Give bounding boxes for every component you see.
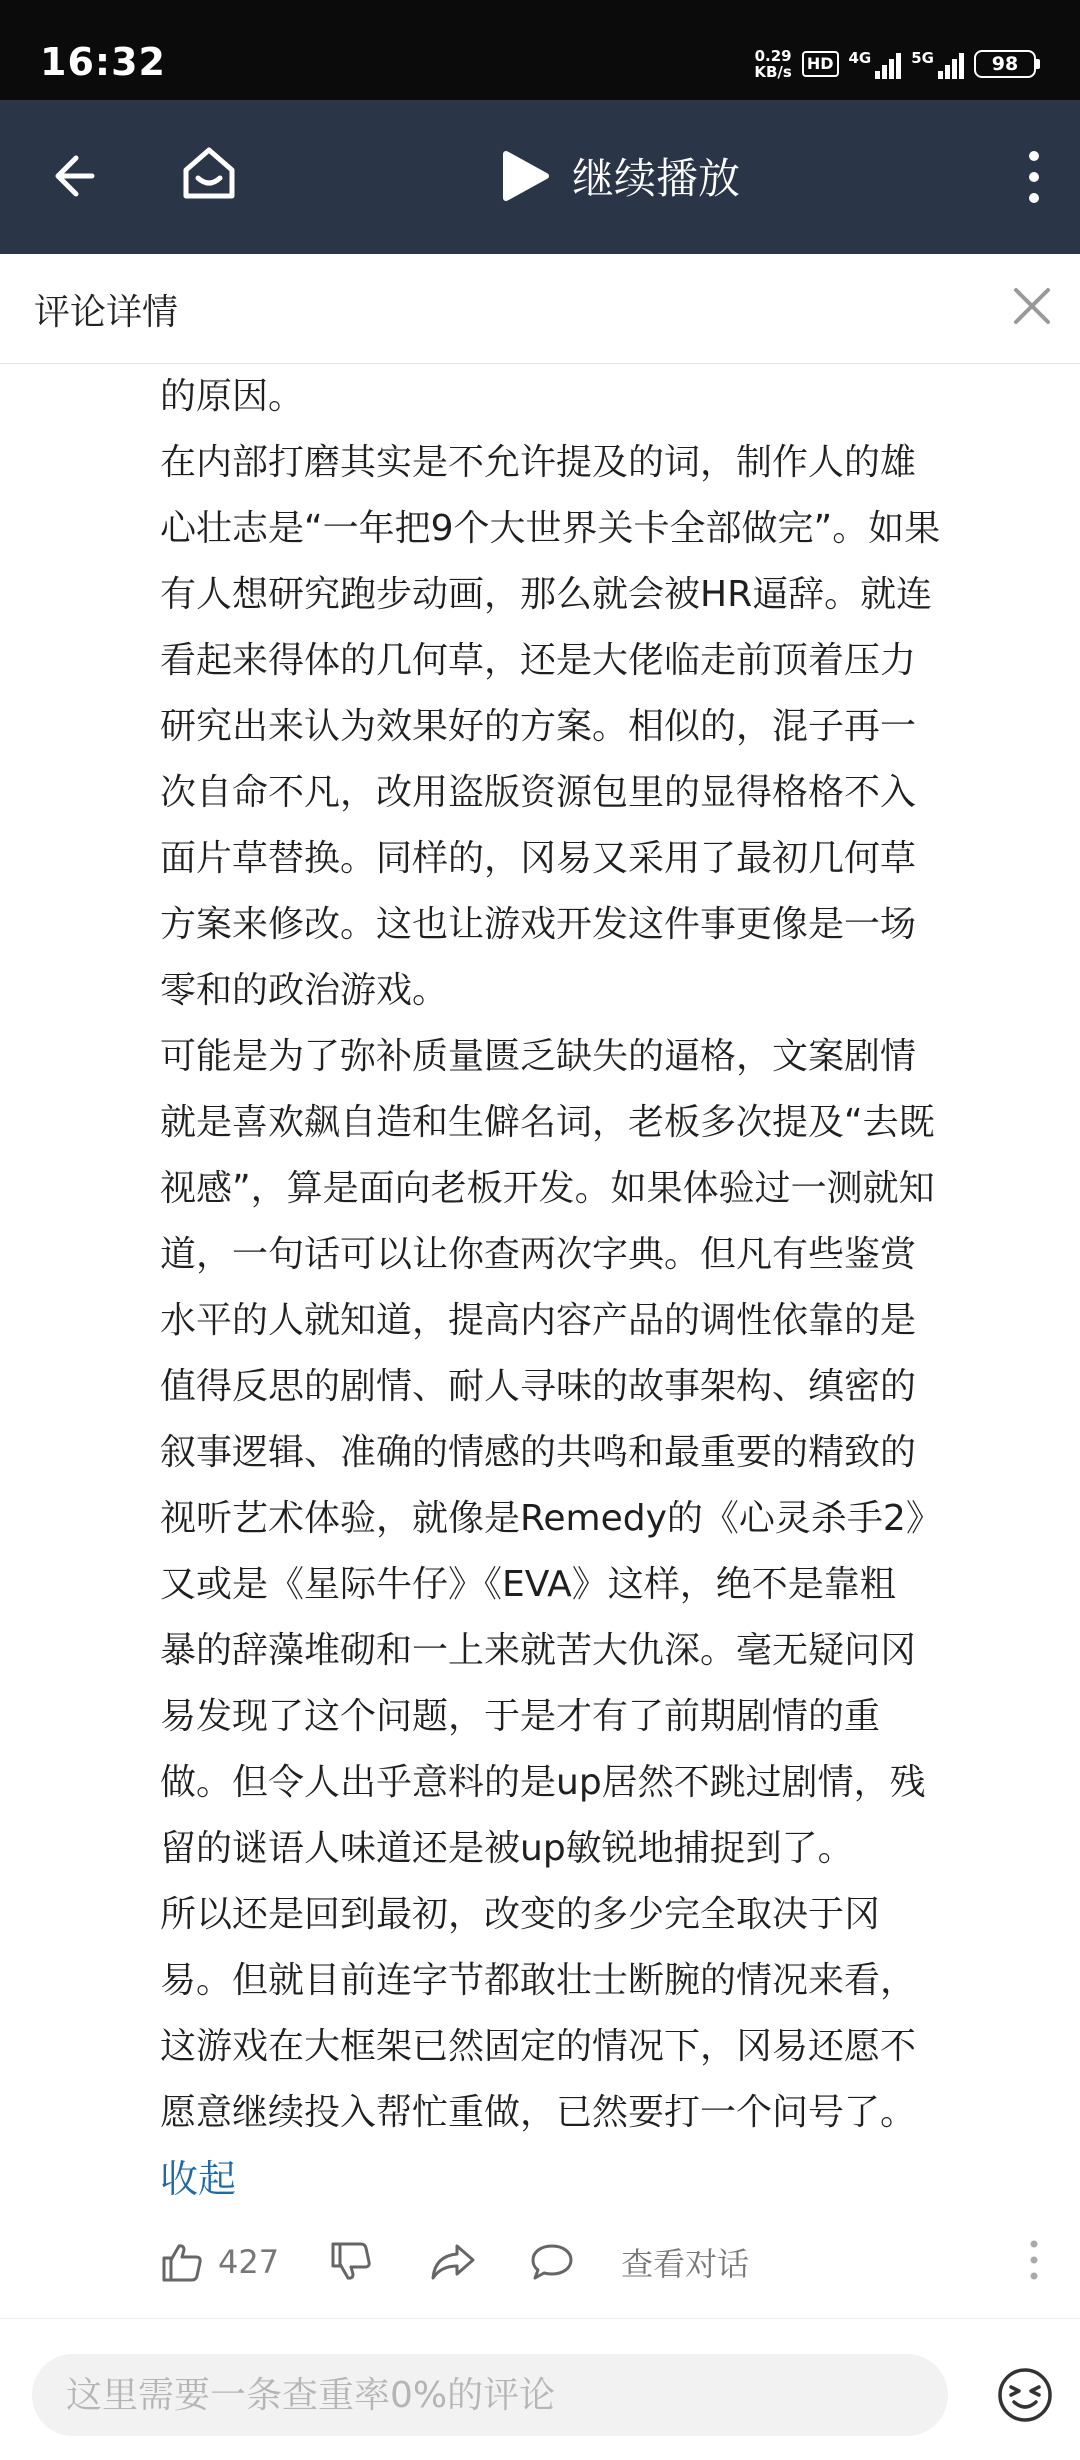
comment-detail-title: 评论详情 (34, 292, 179, 333)
play-icon (500, 148, 552, 204)
comment-more-icon[interactable] (1028, 2238, 1040, 2282)
comment-paragraph: 所以还是回到最初，改变的多少完全取决于冈 易。但就目前连字节都敢壮士断腕的情况来看， 这游戏在大框架已然固定的情况下，冈易还愿不 愿意继续投入帮忙重做，已然要打一个问号了。 (160, 1894, 917, 2133)
dislike-button[interactable] (329, 2240, 373, 2284)
like-button[interactable] (160, 2240, 279, 2284)
more-vertical-icon[interactable] (1024, 150, 1044, 204)
collapse-link[interactable]: 收起 (160, 2157, 237, 2201)
comment-detail-header (0, 254, 1080, 364)
battery-icon (974, 50, 1040, 78)
top-nav-bar (0, 100, 1080, 254)
continue-play-button[interactable] (500, 146, 740, 206)
comment-input[interactable] (32, 2354, 948, 2436)
battery-level: 98 (974, 50, 1036, 78)
share-icon (429, 2240, 477, 2284)
like-count: 427 (218, 2243, 280, 2281)
network-speed: 0.29 KB/s (754, 47, 792, 81)
comment-bubble-icon (529, 2240, 575, 2284)
view-conversation-link[interactable]: 查看对话 (621, 2245, 750, 2283)
comment-paragraph: 在内部打磨其实是不允许提及的词，制作人的雄 心壮志是“一年把9个大世界关卡全部做完”。如果 有人想研究跑步动画，那么就会被HR逼辞。就连 看起来得体的几何草，还是大佬临走前顶着压力 研究出来认为效果好的方案。相似的，混子再一 次自命不凡，改用盗版资源包里的显得格格不入 面片草替换。同样的，冈易又采用了最初几何草 方案来修改。这也让游戏开发这件事更像是一场 零和的政治游戏。 (160, 442, 941, 1011)
hd-badge: HD (802, 51, 839, 77)
reply-button[interactable] (529, 2240, 575, 2284)
thumbs-up-icon (160, 2240, 204, 2284)
status-indicators (754, 44, 1040, 84)
close-icon[interactable] (1008, 282, 1056, 330)
emoji-icon[interactable] (996, 2366, 1054, 2424)
comment-actions (160, 2232, 1040, 2292)
thumbs-down-icon (329, 2240, 373, 2284)
status-time: 16:32 (40, 40, 166, 84)
comment-paragraph: 的原因。 (160, 376, 305, 417)
comment-body (160, 364, 1040, 2212)
signal-5g-icon: 5G (911, 49, 964, 79)
status-bar (0, 0, 1080, 100)
arrow-left-icon[interactable] (46, 144, 110, 208)
home-icon[interactable] (176, 140, 242, 206)
share-button[interactable] (429, 2240, 477, 2284)
comment-input-bar (0, 2330, 1080, 2460)
continue-play-label: 继续播放 (572, 154, 741, 203)
signal-4g-icon: 4G (849, 49, 902, 79)
comment-paragraph: 可能是为了弥补质量匮乏缺失的逼格，文案剧情 就是喜欢飙自造和生僻名词，老板多次提及“去既 视感”，算是面向老板开发。如果体验过一测就知 道，一句话可以让你查两次字典。但凡有些鉴赏 水平的人就知道，提高内容产品的调性依靠的是 值得反思的剧情、耐人寻味的故事架构、缜密的 叙事逻辑、准确的情感的共鸣和最重要的精致的 视听艺术体验，就像是Remedy的《心灵杀手2》 又或是《星际牛仔》《EVA》这样，绝不是靠粗 暴的辞藻堆砌和一上来就苦大仇深。毫无疑问冈 易发现了这个问题，于是才有了前期剧情的重 做。但令人出乎意料的是up居然不跳过剧情，残 留的谜语人味道还是被up敏锐地捕捉到了。 (160, 1036, 942, 1869)
divider (0, 2318, 1080, 2319)
